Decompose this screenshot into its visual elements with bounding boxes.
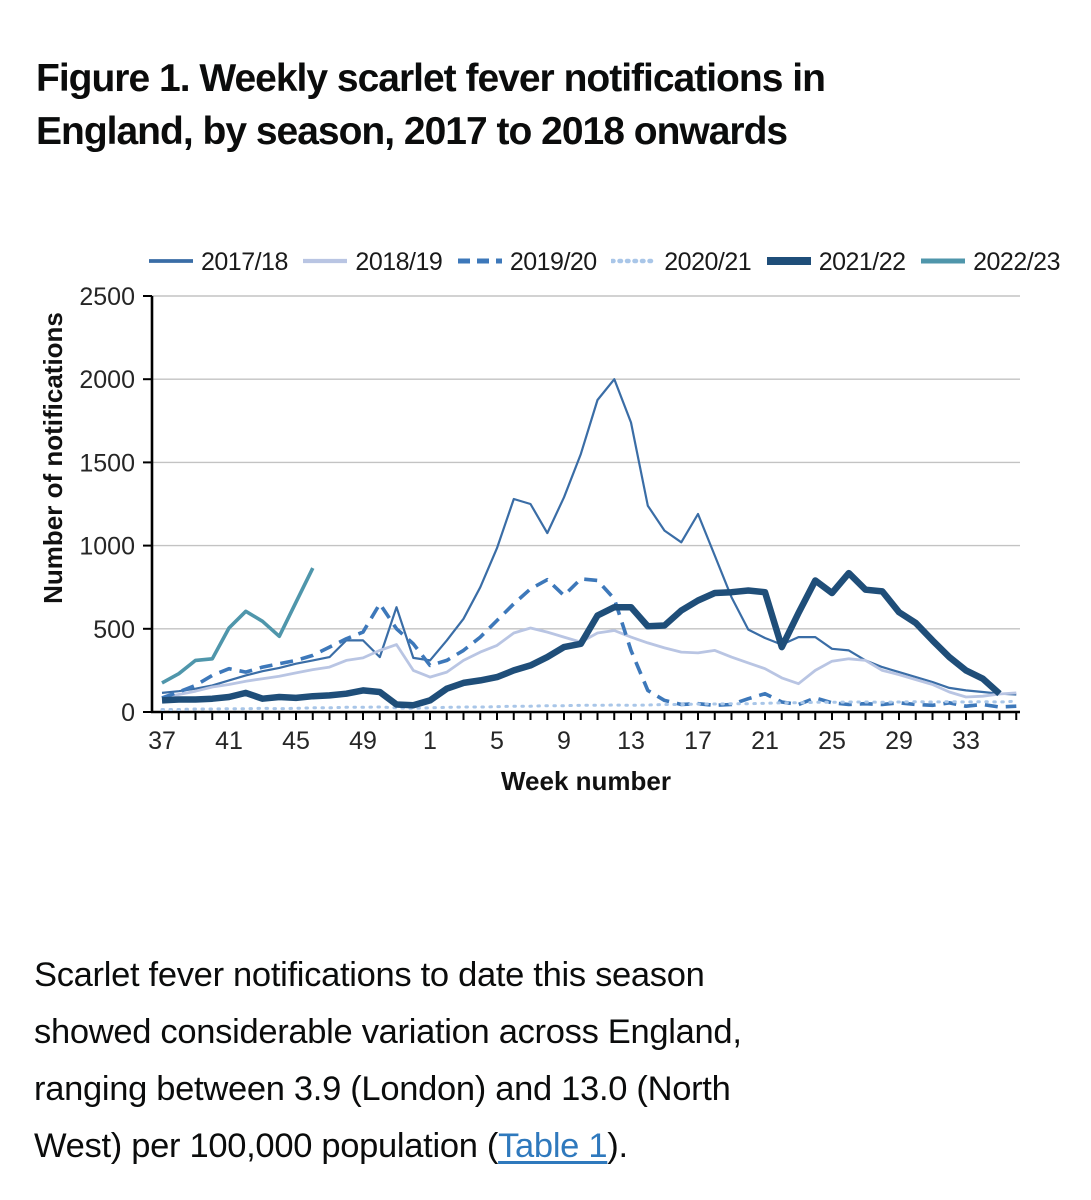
legend-label: 2019/20 xyxy=(509,248,597,276)
x-tick-label: 17 xyxy=(684,727,712,755)
summary-paragraph xyxy=(34,947,1064,1175)
x-tick-label: 21 xyxy=(751,727,779,755)
y-tick-label: 2000 xyxy=(79,366,135,395)
figure-title-line2: England, by season, 2017 to 2018 onwards xyxy=(36,110,788,154)
legend-label: 2020/21 xyxy=(664,248,752,276)
y-tick-label: 1000 xyxy=(79,532,135,561)
legend-label: 2018/19 xyxy=(355,248,443,276)
figure-title-line1: Figure 1. Weekly scarlet fever notifications in xyxy=(36,57,825,101)
x-axis-title: Week number xyxy=(500,766,672,796)
scarlet-fever-chart xyxy=(0,240,1091,825)
x-tick-label: 33 xyxy=(952,727,980,755)
legend-label: 2017/18 xyxy=(201,248,288,276)
summary-line1: Scarlet fever notifications to date this season xyxy=(34,955,705,994)
legend-label: 2022/23 xyxy=(973,248,1060,276)
legend-label: 2021/22 xyxy=(818,248,906,276)
summary-line3: ranging between 3.9 (London) and 13.0 (North xyxy=(34,1069,731,1108)
x-tick-label: 37 xyxy=(148,727,176,755)
x-tick-label: 45 xyxy=(282,727,310,755)
x-tick-label: 29 xyxy=(885,727,913,755)
y-tick-label: 2500 xyxy=(79,283,135,311)
chart-plot xyxy=(0,240,1091,825)
figure-title xyxy=(36,52,1056,158)
series-line-2021-22 xyxy=(162,573,1000,705)
summary-line4-suffix: ). xyxy=(607,1126,628,1165)
x-tick-label: 5 xyxy=(490,727,504,755)
summary-line4-prefix: West) per 100,000 population ( xyxy=(34,1126,499,1165)
y-tick-label: 500 xyxy=(93,615,135,644)
x-tick-label: 25 xyxy=(818,727,846,755)
x-tick-label: 13 xyxy=(617,727,645,755)
table-1-link[interactable]: Table 1 xyxy=(498,1126,608,1165)
y-tick-label: 0 xyxy=(121,699,135,727)
summary-line2: showed considerable variation across England, xyxy=(34,1012,742,1051)
x-tick-label: 9 xyxy=(557,727,571,755)
series-line-2017-18 xyxy=(162,379,1016,694)
y-tick-label: 1500 xyxy=(79,449,135,478)
x-tick-label: 49 xyxy=(349,727,377,755)
x-tick-label: 1 xyxy=(423,727,437,755)
x-tick-label: 41 xyxy=(215,727,243,755)
y-axis-title: Number of notifications xyxy=(38,312,68,604)
